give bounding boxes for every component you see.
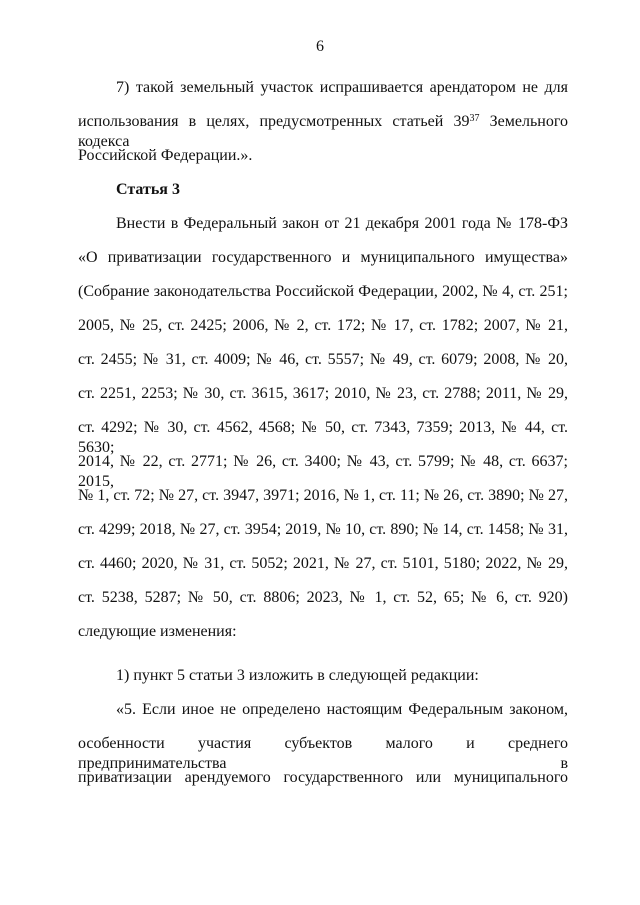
paragraph-item-7-line-3: Российской Федерации.». [78,147,253,164]
article-heading: Статья 3 [116,181,180,198]
page-number: 6 [316,38,324,55]
body-line: (Собрание законодательства Российской Федерации, 2002, № 4, ст. 251; [78,283,568,300]
body-line: «О приватизации государственного и муниципального имущества» [78,249,568,266]
quoted-text-line: особенности участия субъектов малого и среднего предпринимательства в [78,735,568,772]
body-line: ст. 4299; 2018, № 27, ст. 3954; 2019, № 10, ст. 890; № 14, ст. 1458; № 31, [78,521,568,538]
body-line: ст. 2455; № 31, ст. 4009; № 46, ст. 5557; № 49, ст. 6079; 2008, № 20, [78,351,568,368]
superscript-37: 37 [469,113,480,124]
quoted-text-line: приватизации арендуемого государственного или муниципального [78,769,568,786]
text-fragment: Земельного кодекса [78,113,569,150]
paragraph-item-7-line-1: 7) такой земельный участок испрашивается арендатором не для [116,79,568,96]
body-line: ст. 4460; 2020, № 31, ст. 5052; 2021, № 27, ст. 5101, 5180; 2022, № 29, [78,555,568,572]
amendment-item-1: 1) пункт 5 статьи 3 изложить в следующей редакции: [116,667,479,684]
body-line: № 1, ст. 72; № 27, ст. 3947, 3971; 2016, № 1, ст. 11; № 26, ст. 3890; № 27, [78,487,568,504]
body-line: следующие изменения: [78,623,237,640]
body-line: ст. 4292; № 30, ст. 4562, 4568; № 50, ст. 7343, 7359; 2013, № 44, ст. 5630; [78,419,568,456]
text-fragment: использования в целях, предусмотренных статьей 39 [78,113,470,130]
body-line: 2005, № 25, ст. 2425; 2006, № 2, ст. 172; № 17, ст. 1782; 2007, № 21, [78,317,568,334]
quoted-text-line: «5. Если иное не определено настоящим Федеральным законом, [116,701,568,718]
body-line: ст. 2251, 2253; № 30, ст. 3615, 3617; 2010, № 23, ст. 2788; 2011, № 29, [78,385,568,402]
body-line: ст. 5238, 5287; № 50, ст. 8806; 2023, № 1, ст. 52, 65; № 6, ст. 920) [78,589,568,606]
body-line: 2014, № 22, ст. 2771; № 26, ст. 3400; № 43, ст. 5799; № 48, ст. 6637; 2015, [78,453,568,490]
body-line: Внести в Федеральный закон от 21 декабря 2001 года № 178-ФЗ [116,215,568,232]
